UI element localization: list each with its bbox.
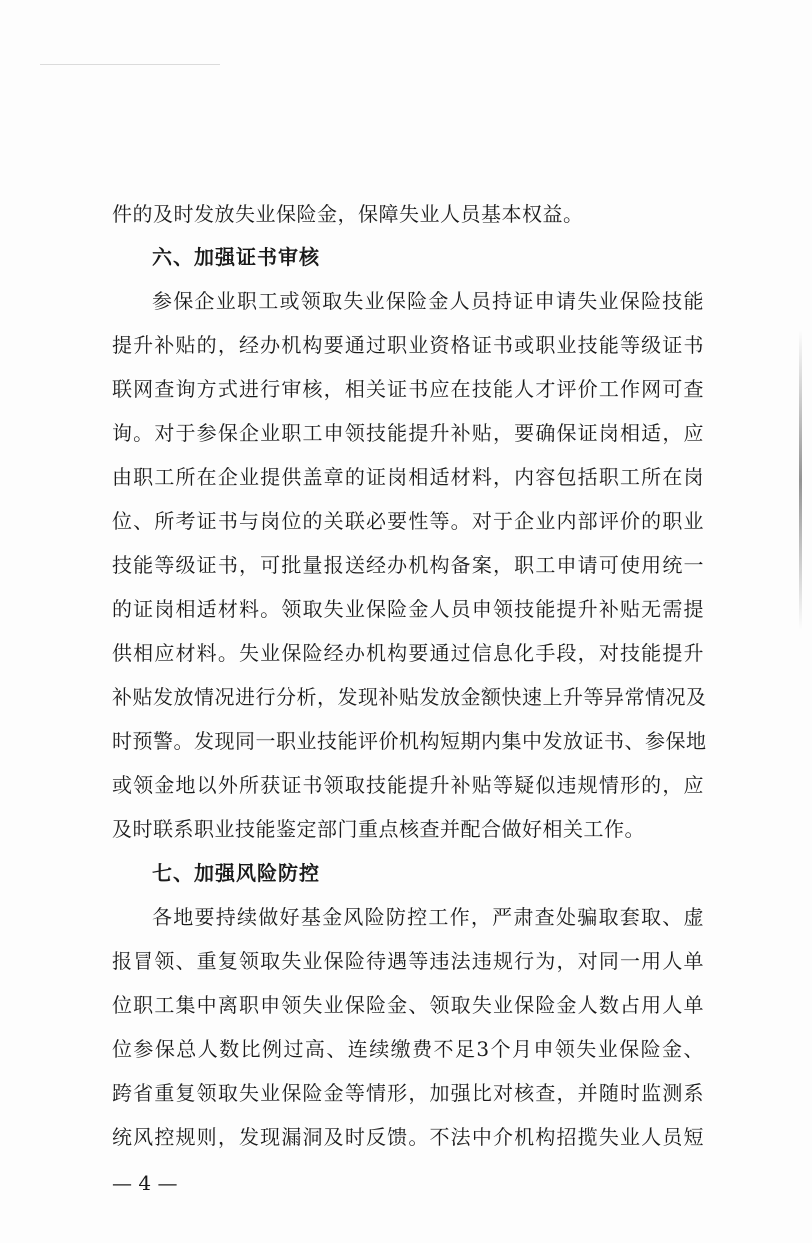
scan-artifact-edge xyxy=(799,330,802,630)
paragraph-line: 各地要持续做好基金风险防控工作，严肃查处骗取套取、虚 xyxy=(152,905,704,929)
paragraph-line: 技能等级证书，可批量报送经办机构备案，职工申请可使用统一 xyxy=(112,553,704,577)
section-heading-7: 七、加强风险防控 xyxy=(152,861,320,885)
paragraph-line: 或领金地以外所获证书领取技能提升补贴等疑似违规情形的，应 xyxy=(112,773,704,797)
page-number: — 4 — xyxy=(112,1171,178,1195)
paragraph-line: 补贴发放情况进行分析，发现补贴发放金额快速上升等异常情况及 xyxy=(112,685,707,709)
continuation-line: 件的及时发放失业保险金，保障失业人员基本权益。 xyxy=(112,202,584,226)
paragraph-line: 的证岗相适材料。领取失业保险金人员申领技能提升补贴无需提 xyxy=(112,597,704,621)
paragraph-line: 跨省重复领取失业保险金等情形，加强比对核查，并随时监测系 xyxy=(112,1081,704,1105)
paragraph-line: 位参保总人数比例过高、连续缴费不足3个月申领失业保险金、 xyxy=(112,1037,704,1061)
section-heading-6: 六、加强证书审核 xyxy=(152,245,320,269)
paragraph-line: 供相应材料。失业保险经办机构要通过信息化手段，对技能提升 xyxy=(112,641,704,665)
paragraph-line: 参保企业职工或领取失业保险金人员持证申请失业保险技能 xyxy=(152,289,704,313)
paragraph-line: 提升补贴的，经办机构要通过职业资格证书或职业技能等级证书 xyxy=(112,333,704,357)
paragraph-line: 询。对于参保企业职工申领技能提升补贴，要确保证岗相适，应 xyxy=(112,421,704,445)
scan-artifact-top xyxy=(40,64,220,65)
paragraph-line: 及时联系职业技能鉴定部门重点核查并配合做好相关工作。 xyxy=(112,817,645,841)
paragraph-line: 报冒领、重复领取失业保险待遇等违法违规行为，对同一用人单 xyxy=(112,949,704,973)
paragraph-line: 时预警。发现同一职业技能评价机构短期内集中发放证书、参保地 xyxy=(112,729,707,753)
paragraph-line: 位、所考证书与岗位的关联必要性等。对于企业内部评价的职业 xyxy=(112,509,704,533)
paragraph-line: 位职工集中离职申领失业保险金、领取失业保险金人数占用人单 xyxy=(112,993,704,1017)
paragraph-line: 联网查询方式进行审核，相关证书应在技能人才评价工作网可查 xyxy=(112,377,704,401)
paragraph-line: 由职工所在企业提供盖章的证岗相适材料，内容包括职工所在岗 xyxy=(112,465,704,489)
paragraph-line: 统风控规则，发现漏洞及时反馈。不法中介机构招揽失业人员短 xyxy=(112,1125,704,1149)
